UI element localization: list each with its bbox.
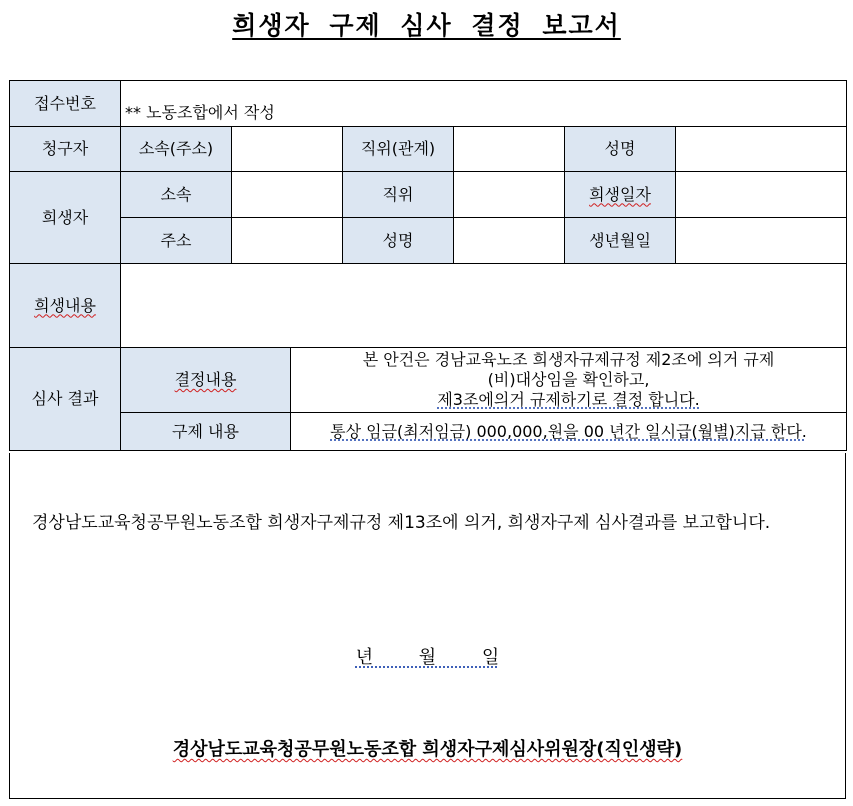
victim-date-text: 희생일자 (589, 184, 651, 204)
report-body (9, 453, 846, 799)
document-title-wrap (0, 6, 853, 42)
receipt-note: ** 노동조합에서 작성 (125, 103, 275, 122)
receipt-row (10, 81, 847, 127)
victim-label-cell (10, 172, 121, 264)
receipt-label-cell (10, 81, 121, 127)
claimant-position-value[interactable] (454, 127, 565, 172)
victim-affiliation-value[interactable] (232, 172, 343, 218)
document-title: 희생자 구제 심사 결정 보고서 (232, 11, 621, 40)
details-value-cell[interactable] (121, 264, 847, 348)
relief-text-cell (291, 413, 847, 451)
claimant-affiliation-value[interactable] (232, 127, 343, 172)
relief-text: 통상 임금(최저임금) 000,000,원을 00 년간 일시급(월별)지급 한다. (330, 421, 807, 441)
signer-line (10, 735, 845, 761)
decision-label-cell (121, 348, 291, 413)
victim-label: 희생자 (41, 207, 89, 227)
victim-position-label (343, 172, 454, 218)
claimant-affiliation-label (121, 127, 232, 172)
relief-label-cell (121, 413, 291, 451)
receipt-label: 접수번호 (34, 93, 96, 113)
victim-name-text: 성명 (382, 230, 414, 250)
decision-text-cell (291, 348, 847, 413)
details-label: 희생내용 (34, 295, 96, 315)
details-label-cell (10, 264, 121, 348)
claimant-row (10, 127, 847, 172)
claimant-name-value[interactable] (676, 127, 847, 172)
decision-row (10, 348, 847, 413)
result-label-cell (10, 348, 121, 451)
decision-line-3: 제3조에의거 규제하기로 결정 합니다. (437, 390, 700, 409)
decision-line-2: (비)대상임을 확인하고, (487, 370, 650, 389)
victim-affiliation-label (121, 172, 232, 218)
victim-address-text: 주소 (160, 230, 192, 250)
claimant-name-label (565, 127, 676, 172)
details-row (10, 264, 847, 348)
claimant-affiliation-text: 소속(주소) (138, 139, 214, 158)
claimant-label: 청구자 (41, 139, 89, 158)
victim-birth-text: 생년월일 (589, 230, 651, 250)
victim-birth-label (565, 218, 676, 264)
victim-name-value[interactable] (454, 218, 565, 264)
claimant-position-label (343, 127, 454, 172)
report-form-table (9, 80, 847, 451)
victim-address-label (121, 218, 232, 264)
report-paragraph: 경상남도교육청공무원노동조합 희생자구제규정 제13조에 의거, 희생자구제 심사결과를 보고합니다. (32, 513, 771, 533)
victim-date-label (565, 172, 676, 218)
victim-affiliation-text: 소속 (160, 184, 192, 204)
claimant-label-cell (10, 127, 121, 172)
date-line (10, 643, 845, 669)
decision-label: 결정내용 (174, 370, 237, 389)
victim-row-2 (10, 218, 847, 264)
victim-name-label (343, 218, 454, 264)
claimant-position-text: 직위(관계) (360, 139, 436, 158)
result-label: 심사 결과 (31, 389, 99, 408)
victim-birth-value[interactable] (676, 218, 847, 264)
claimant-name-text: 성명 (604, 139, 636, 158)
signer-text: 경상남도교육청공무원노동조합 희생자구제심사위원장(직인생략) (172, 739, 683, 760)
date-text: 년 월 일 (355, 647, 500, 668)
victim-position-value[interactable] (454, 172, 565, 218)
receipt-value-cell[interactable] (121, 81, 847, 127)
decision-line-1: 본 안건은 경남교육노조 희생자규제규정 제2조에 의거 규제 (362, 350, 775, 369)
victim-position-text: 직위 (382, 184, 414, 204)
relief-row (10, 413, 847, 451)
victim-address-value[interactable] (232, 218, 343, 264)
relief-label: 구제 내용 (172, 421, 239, 441)
victim-row-1 (10, 172, 847, 218)
victim-date-value[interactable] (676, 172, 847, 218)
